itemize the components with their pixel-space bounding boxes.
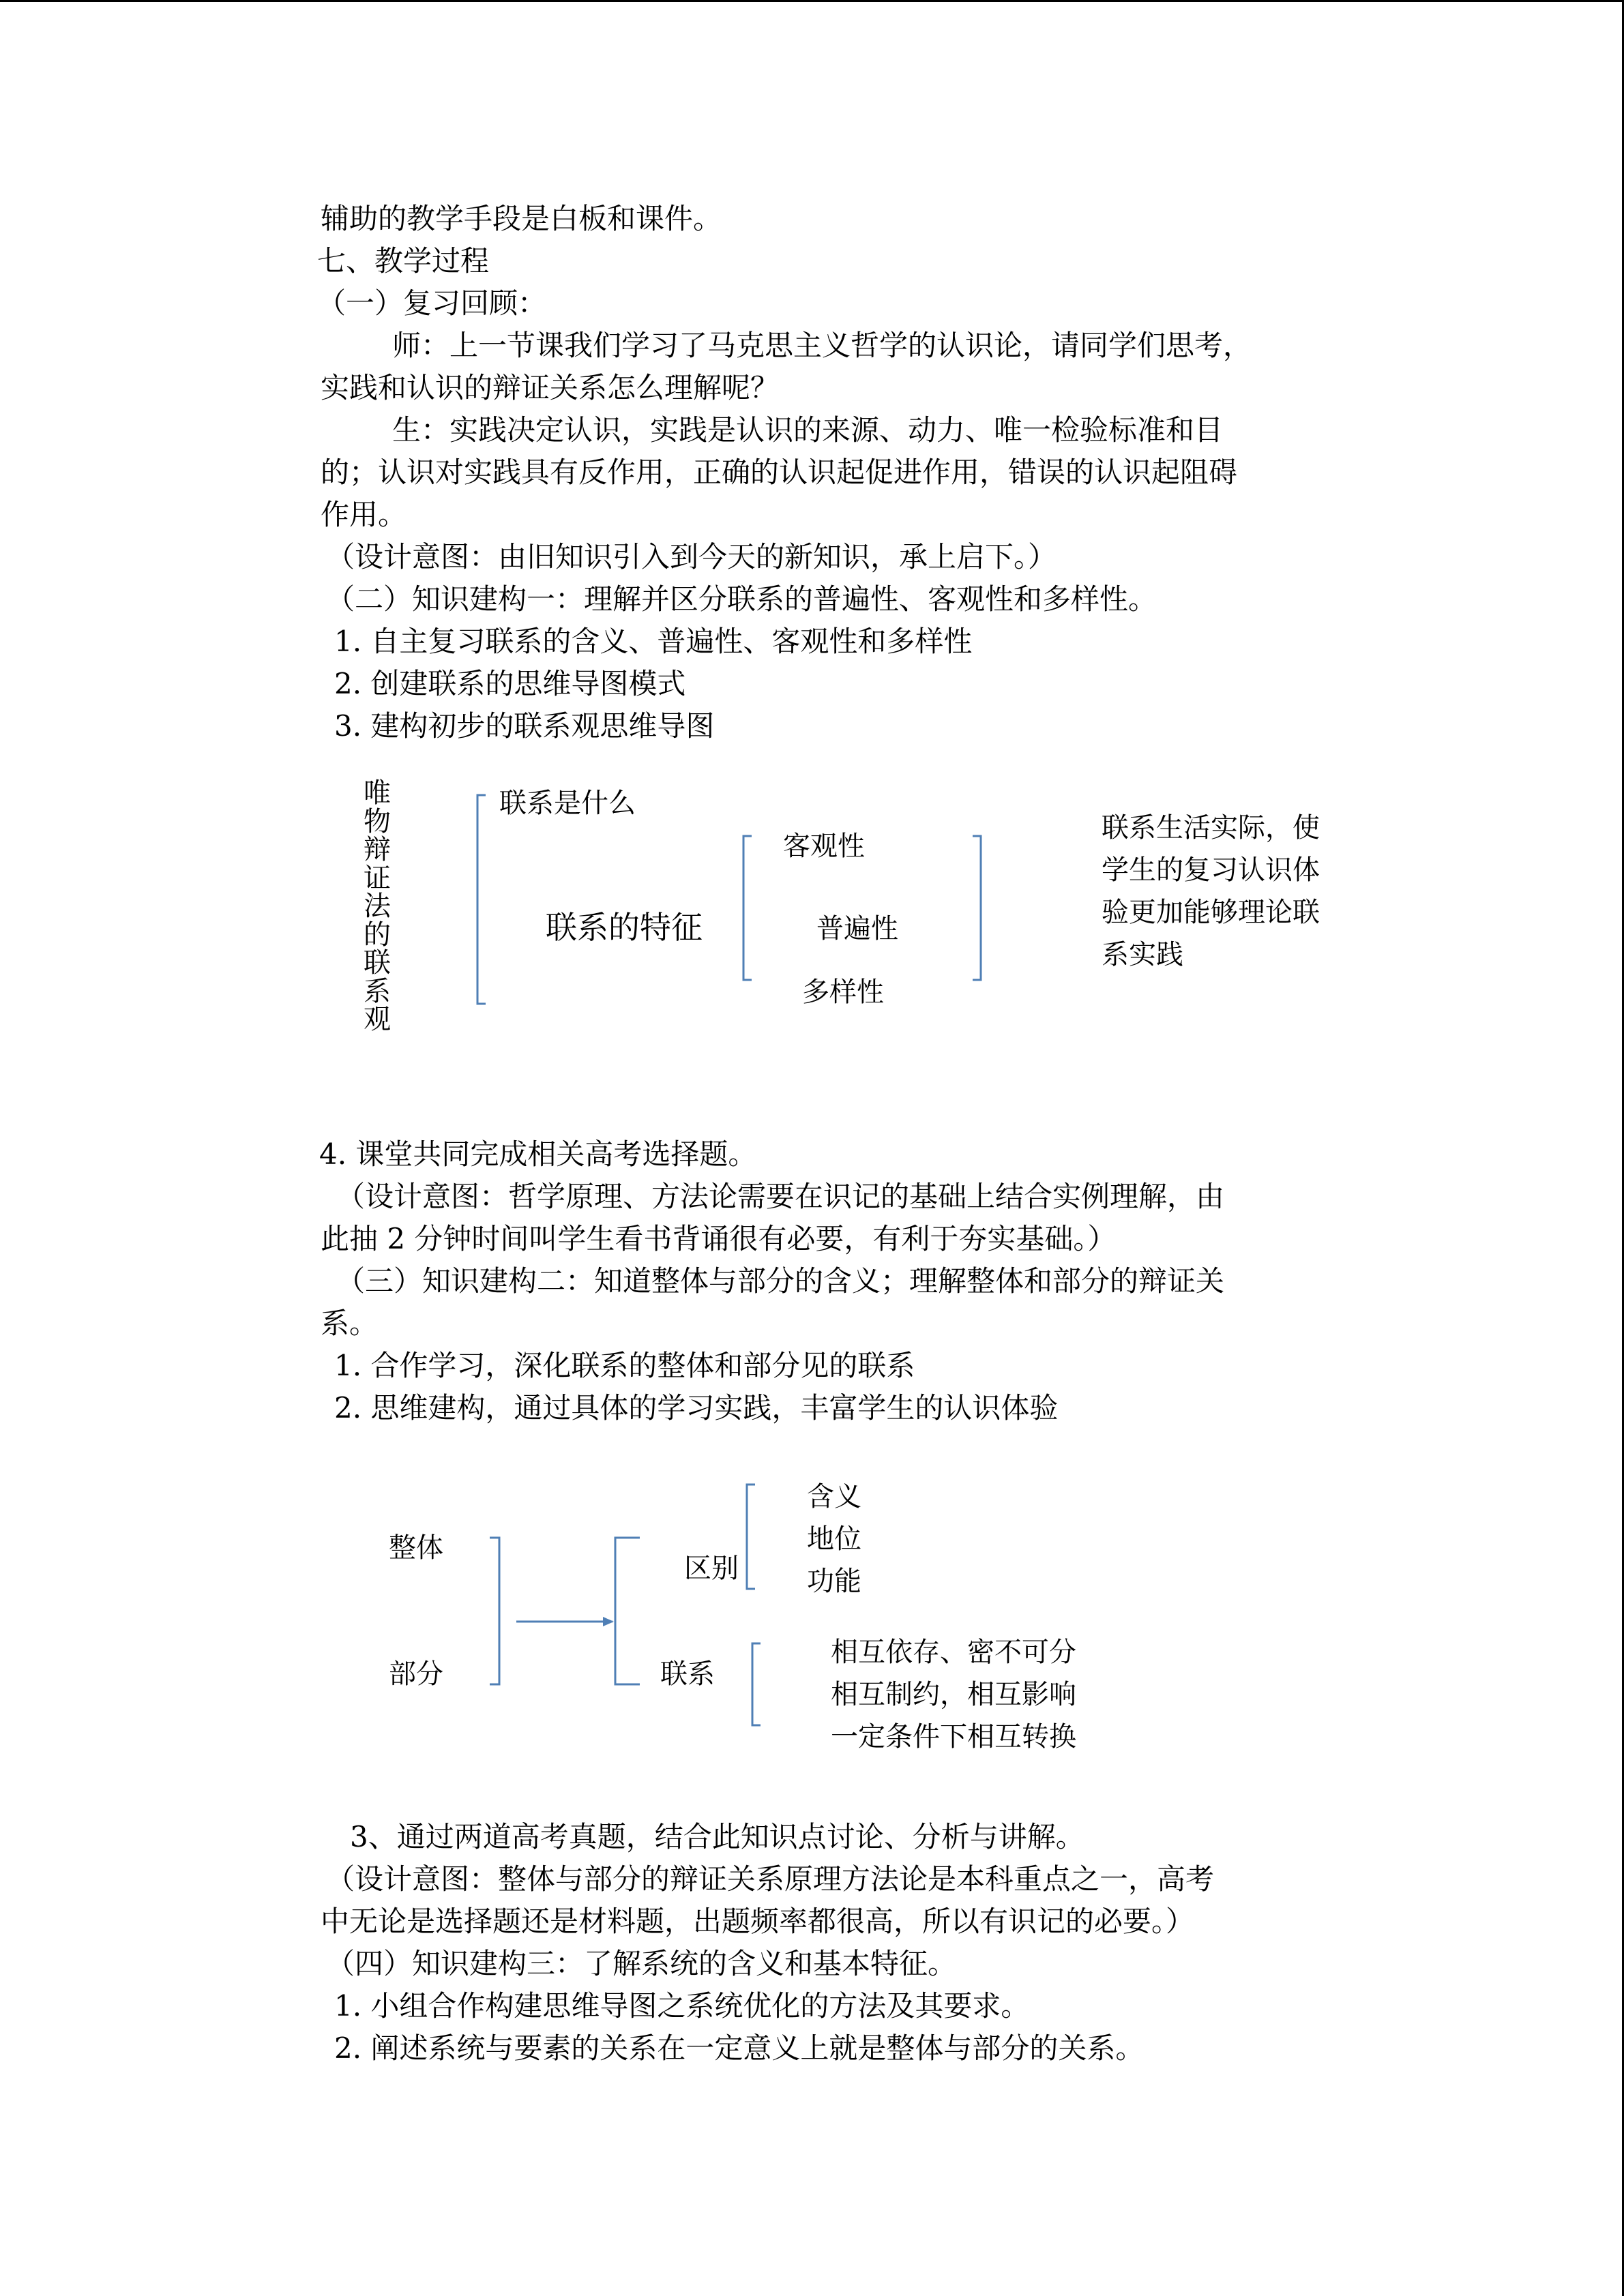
diagram1-universal: 普遍性 [816,913,898,944]
list-item: 1. 小组合作构建思维导图之系统优化的方法及其要求。 [334,1989,1030,2023]
diagram1-note: 联系生活实际，使 学生的复习认识体 验更加能够理论联 系实践 [1102,812,1320,970]
list-item: 3. 建构初步的联系观思维导图 [334,709,715,743]
text-line: 师：上一节课我们学习了马克思主义哲学的认识论，请同学们思考， [392,329,1252,362]
design-intent: （设计意图：整体与部分的辩证关系原理方法论是本科重点之一，高考 [326,1862,1215,1896]
list-item: 3、通过两道高考真题，结合此知识点讨论、分析与讲解。 [350,1820,1084,1853]
diagram2-diff-item: 功能 [807,1566,861,1593]
design-intent: （设计意图：由旧知识引入到今天的新知识，承上启下。） [326,540,1057,573]
diagram2-conn-item: 一定条件下相互转换 [831,1721,1076,1753]
diagram1-vertical-title: 唯物辩证法的联系观 [364,777,391,1035]
subsection-heading: （二）知识建构一：理解并区分联系的普遍性、客观性和多样性。 [326,582,1157,616]
list-item: 4. 课堂共同完成相关高考选择题。 [319,1137,757,1171]
diagram1-features: 联系的特征 [546,909,703,946]
text-line: 系。 [321,1307,379,1340]
list-item: 2. 创建联系的思维导图模式 [334,667,686,700]
subsection-heading: （三）知识建构二：知道整体与部分的含义；理解整体和部分的辩证关 [336,1264,1225,1298]
diagram2-connection: 联系 [660,1658,715,1690]
diagram2-diff-item: 地位 [807,1523,861,1555]
list-item: 2. 思维建构，通过具体的学习实践，丰富学生的认识体验 [334,1391,1059,1425]
diagram2-whole: 整体 [389,1532,443,1564]
diagram1-what: 联系是什么 [499,788,636,819]
diagram2-conn-item: 相互制约，相互影响 [831,1679,1076,1710]
list-item: 1. 合作学习，深化联系的整体和部分见的联系 [334,1349,915,1382]
subsection-heading: （四）知识建构三：了解系统的含义和基本特征。 [326,1947,957,1980]
text-line: 作用。 [321,498,407,531]
text-line: 的；认识对实践具有反作用，正确的认识起促进作用，错误的认识起阻碍 [321,456,1238,489]
design-intent: （设计意图：哲学原理、方法论需要在识记的基础上结合实例理解，由 [336,1180,1225,1213]
subsection-heading: （一）复习回顾： [317,286,547,320]
list-item: 1. 自主复习联系的含义、普遍性、客观性和多样性 [334,625,973,658]
diagram2-conn-item: 相互依存、密不可分 [831,1637,1076,1668]
text-line: 中无论是选择题还是材料题，出题频率都很高，所以有识记的必要。） [321,1905,1195,1938]
list-item: 2. 阐述系统与要素的关系在一定意义上就是整体与部分的关系。 [334,2031,1145,2065]
diagram1-diverse: 多样性 [802,976,884,1008]
diagram2-diff-item: 含义 [807,1481,861,1512]
text-line: 实践和认识的辩证关系怎么理解呢？ [321,371,780,404]
section-heading: 七、教学过程 [317,244,490,278]
text-line: 此抽 2 分钟时间叫学生看书背诵很有必要，有利于夯实基础。） [321,1222,1117,1255]
text-line: 辅助的教学手段是白板和课件。 [321,202,722,235]
diagram2-difference: 区别 [684,1553,739,1584]
diagram2-part: 部分 [389,1658,443,1690]
diagram1-objective: 客观性 [783,831,865,862]
text-line: 生：实践决定认识，实践是认识的来源、动力、唯一检验标准和目 [392,413,1224,447]
